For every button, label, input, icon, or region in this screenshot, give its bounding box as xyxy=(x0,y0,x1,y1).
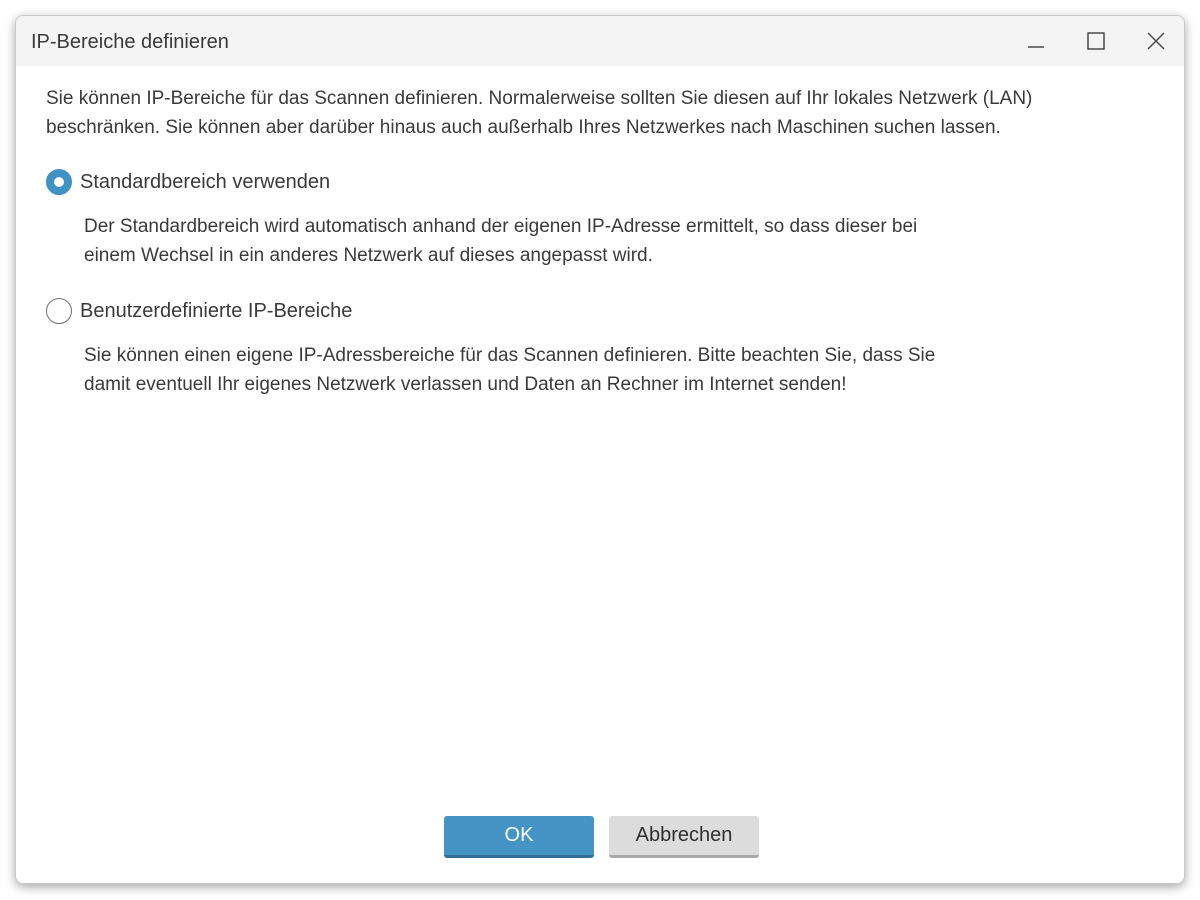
standard-description-line-2: einem Wechsel in ein anderes Netzwerk auf dieses angepasst wird. xyxy=(84,245,653,266)
radio-option-custom[interactable] xyxy=(46,298,352,324)
standard-description xyxy=(84,212,1044,270)
radio-button-custom[interactable] xyxy=(46,298,72,324)
custom-description-line-2: damit eventuell Ihr eigenes Netzwerk verlassen und Daten an Rechner im Internet senden! xyxy=(84,374,847,395)
close-icon xyxy=(1146,31,1166,51)
radio-label-custom[interactable]: Benutzerdefinierte IP-Bereiche xyxy=(80,299,353,322)
maximize-icon xyxy=(1086,31,1106,51)
title-bar[interactable] xyxy=(16,16,1184,66)
maximize-button[interactable] xyxy=(1066,16,1126,66)
intro-line-1: Sie können IP-Bereiche für das Scannen definieren. Normalerweise sollten Sie diesen auf Ihr lokales Netzwerk (LAN) xyxy=(46,88,1033,109)
window-title: IP-Bereiche definieren xyxy=(31,31,229,53)
ok-button[interactable]: OK xyxy=(444,816,594,858)
custom-description-line-1: Sie können einen eigene IP-Adressbereiche für das Scannen definieren. Bitte beachten Sie, dass Sie xyxy=(84,345,936,366)
radio-button-standard[interactable] xyxy=(46,169,72,195)
intro-line-2: beschränken. Sie können aber darüber hinaus auch außerhalb Ihres Netzwerkes nach Maschinen suchen lassen. xyxy=(46,117,1001,138)
close-button[interactable] xyxy=(1126,16,1185,66)
minimize-button[interactable] xyxy=(1006,16,1066,66)
radio-option-standard[interactable] xyxy=(46,169,330,195)
cancel-button[interactable]: Abbrechen xyxy=(609,816,759,858)
radio-label-standard[interactable]: Standardbereich verwenden xyxy=(80,170,331,193)
intro-text xyxy=(46,84,1156,142)
dialog-window xyxy=(15,15,1185,884)
minimize-icon xyxy=(1026,31,1046,51)
custom-description xyxy=(84,341,1044,399)
standard-description-line-1: Der Standardbereich wird automatisch anhand der eigenen IP-Adresse ermittelt, so dass dieser bei xyxy=(84,216,918,237)
